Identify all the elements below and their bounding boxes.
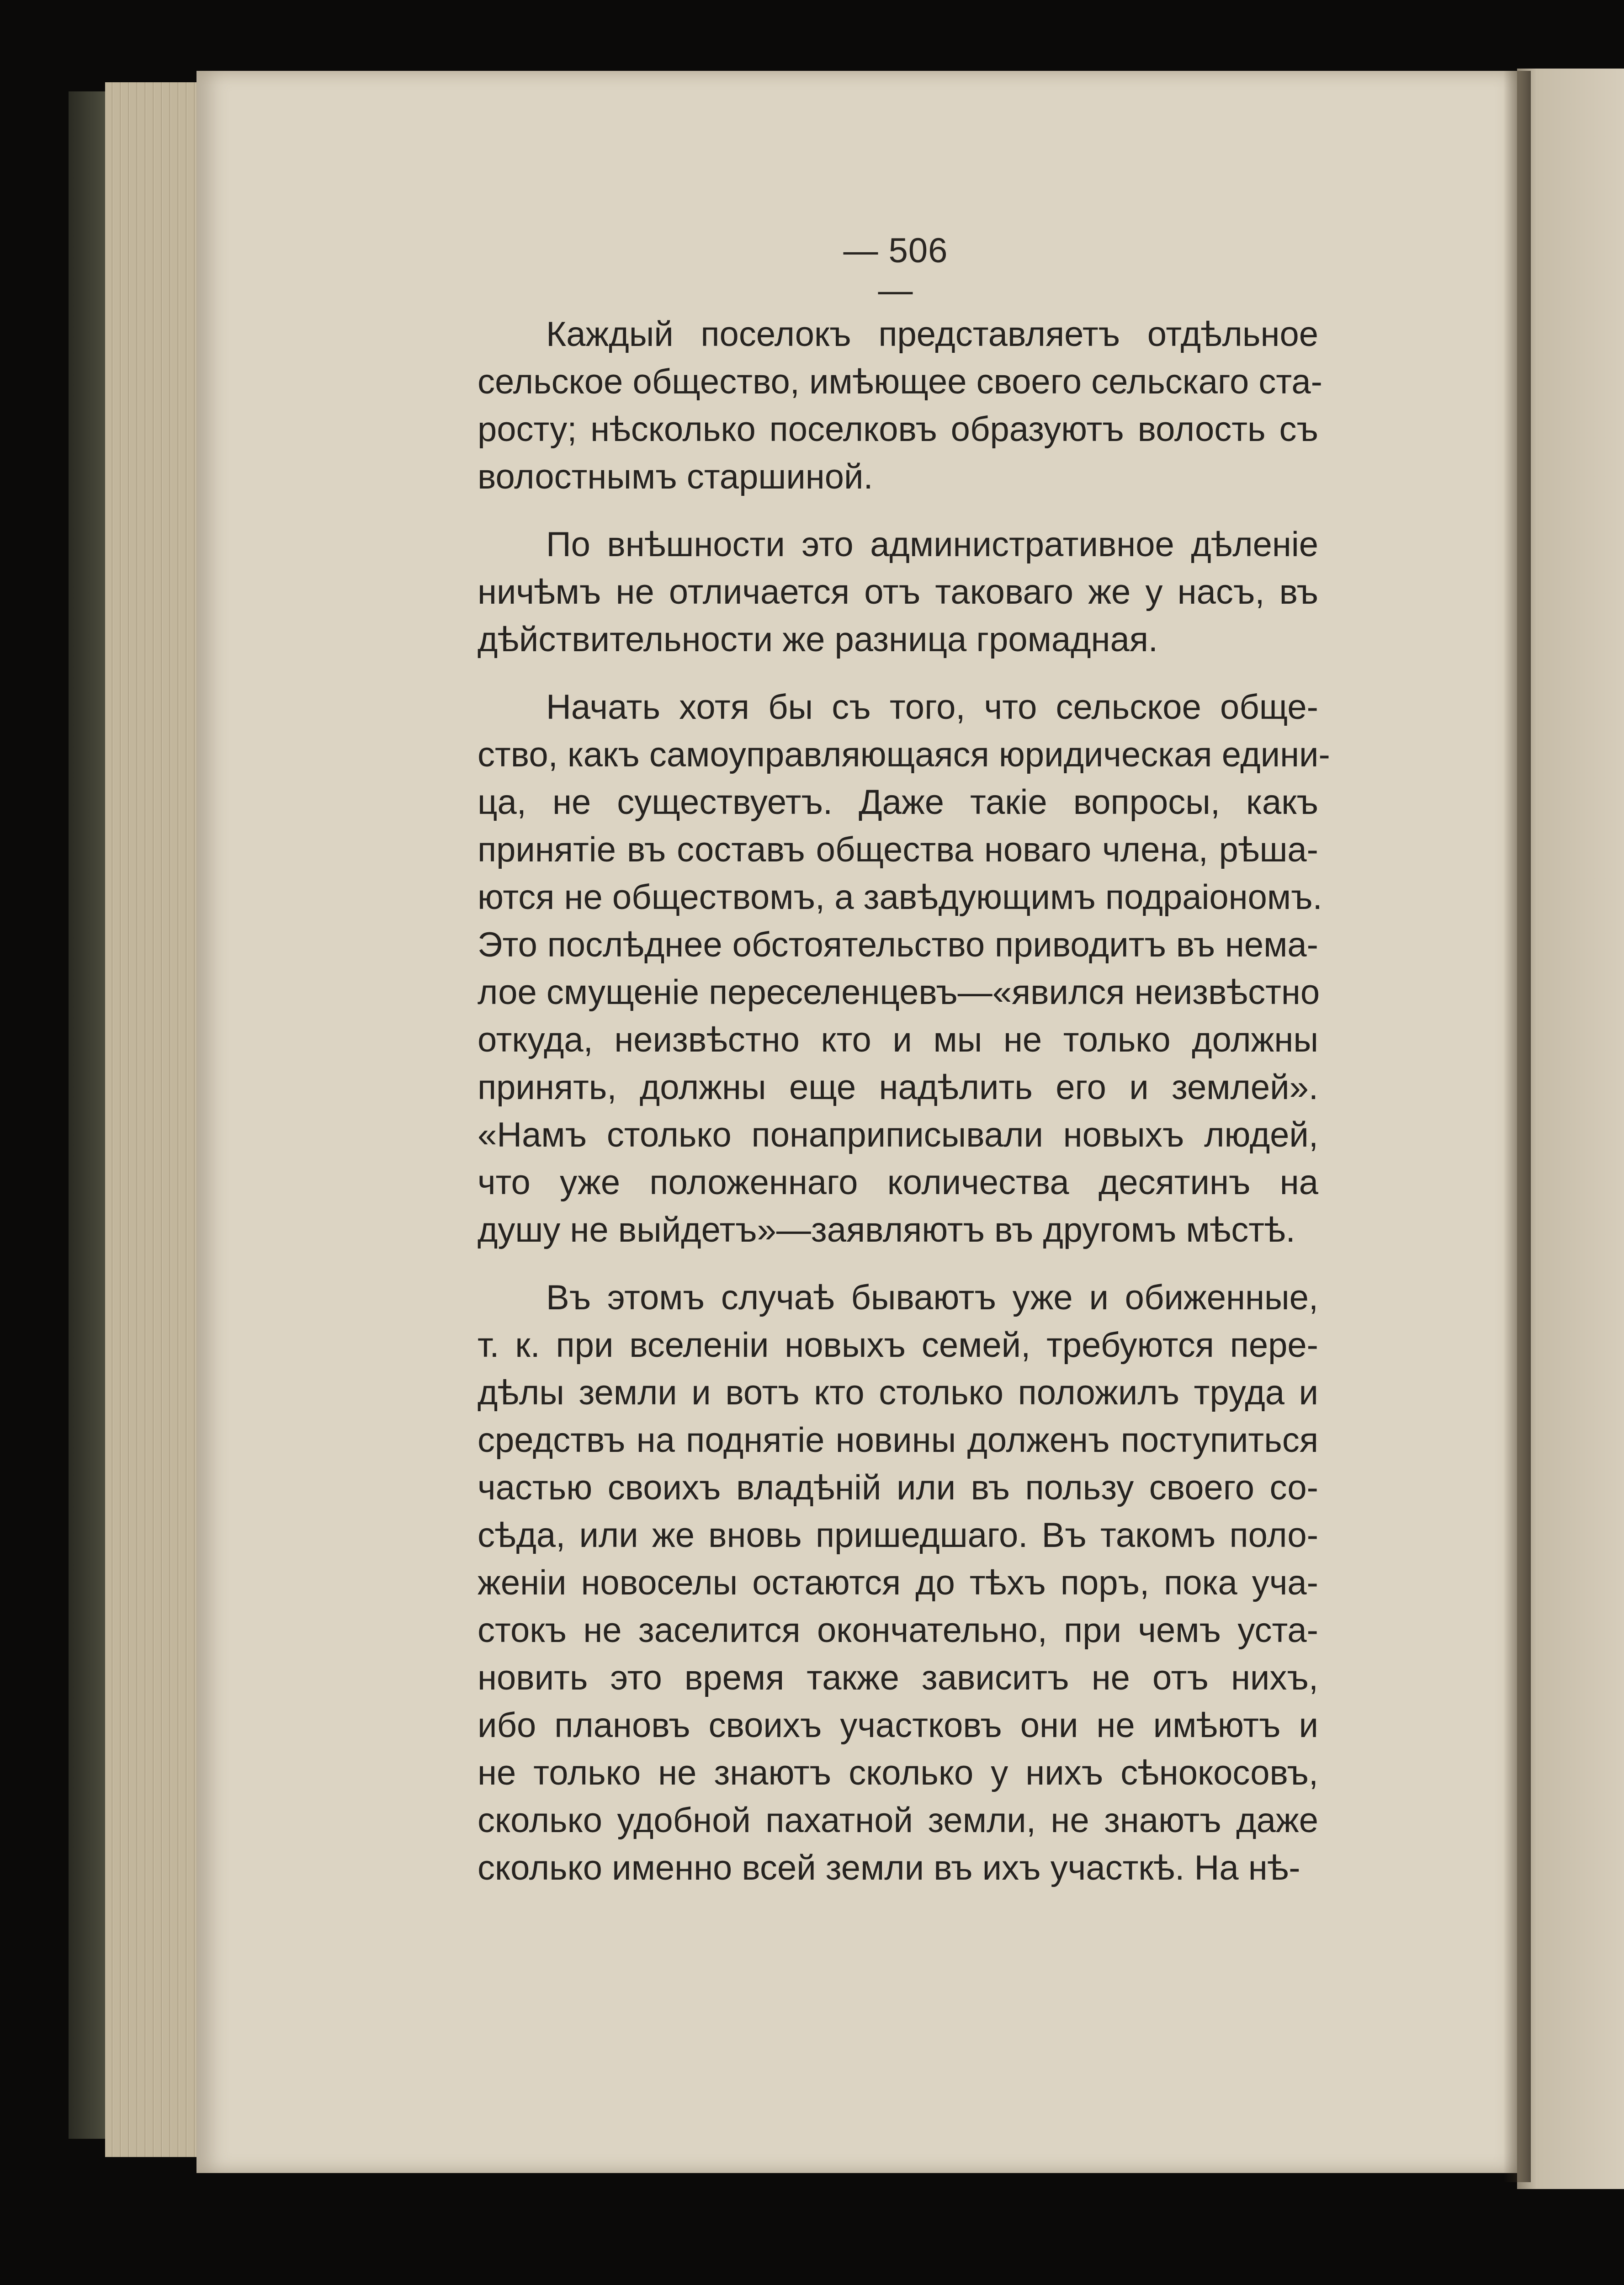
page-number: — 506 — — [843, 231, 948, 310]
paragraphs — [478, 311, 1330, 1892]
text-column — [478, 311, 1330, 1892]
text-line: По внѣшности это административное дѣленіе — [546, 525, 1318, 564]
text-line: принятіе въ составъ общества новаго члена, рѣша- — [478, 830, 1318, 869]
text-line: Это послѣднее обстоятельство приводитъ въ нема- — [478, 925, 1318, 964]
text-line: дѣлы земли и вотъ кто столько положилъ труда и — [478, 1373, 1318, 1412]
text-line: росту; нѣсколько поселковъ образуютъ волость съ — [478, 410, 1318, 449]
text-line: т. к. при вселеніи новыхъ семей, требуются пере- — [478, 1326, 1318, 1365]
text-line: сѣда, или же вновь пришедшаго. Въ такомъ поло- — [478, 1516, 1318, 1555]
gutter-shadow — [1503, 71, 1531, 2182]
text-line: не только не знаютъ сколько у нихъ сѣнокосовъ, — [478, 1754, 1318, 1792]
text-line: волостнымъ старшиной. — [478, 457, 873, 496]
paragraph — [478, 311, 1322, 501]
text-line: сколько именно всей земли въ ихъ участкѣ. На нѣ- — [478, 1849, 1300, 1887]
text-line: женіи новоселы остаются до тѣхъ поръ, пока уча- — [478, 1563, 1318, 1602]
text-line: ничѣмъ не отличается отъ таковаго же у насъ, въ — [478, 573, 1318, 611]
text-line: ются не обществомъ, а завѣдующимъ подраіономъ. — [478, 878, 1322, 917]
text-line: ство, какъ самоуправляющаяся юридическая едини- — [478, 735, 1330, 774]
text-line: дѣйствительности же разница громадная. — [478, 620, 1158, 659]
text-line: принять, должны еще надѣлить его и землей». — [478, 1068, 1318, 1107]
text-line: новить это время также зависитъ не отъ нихъ, — [478, 1658, 1318, 1697]
paragraph — [478, 1274, 1318, 1892]
text-line: лое смущеніе переселенцевъ—«явился неизвѣстно — [478, 973, 1320, 1012]
text-line: ца, не существуетъ. Даже такіе вопросы, какъ — [478, 783, 1318, 822]
text-line: частью своихъ владѣній или въ пользу своего со- — [478, 1468, 1318, 1507]
text-line: ибо плановъ своихъ участковъ они не имѣютъ и — [478, 1706, 1318, 1745]
text-line: сколько удобной пахатной земли, не знаютъ даже — [478, 1801, 1318, 1840]
paragraph — [478, 684, 1330, 1254]
text-line: стокъ не заселится окончательно, при чемъ уста- — [478, 1611, 1318, 1650]
text-line: душу не выйдетъ»—заявляютъ въ другомъ мѣстѣ. — [478, 1211, 1295, 1249]
text-line: Каждый поселокъ представляетъ отдѣльное — [546, 315, 1318, 354]
facing-page-edge — [1517, 69, 1624, 2189]
text-line: «Намъ столько понаприписывали новыхъ людей, — [478, 1116, 1318, 1154]
text-line: откуда, неизвѣстно кто и мы не только должны — [478, 1020, 1318, 1059]
text-line: сельское общество, имѣющее своего сельскаго ста- — [478, 362, 1322, 401]
paragraph — [478, 521, 1318, 664]
text-line: Начать хотя бы съ того, что сельское обще- — [546, 688, 1318, 727]
text-line: Въ этомъ случаѣ бываютъ уже и обиженные, — [546, 1278, 1318, 1317]
text-line: что уже положеннаго количества десятинъ на — [478, 1163, 1318, 1202]
text-line: средствъ на поднятіе новины долженъ поступиться — [478, 1421, 1318, 1460]
